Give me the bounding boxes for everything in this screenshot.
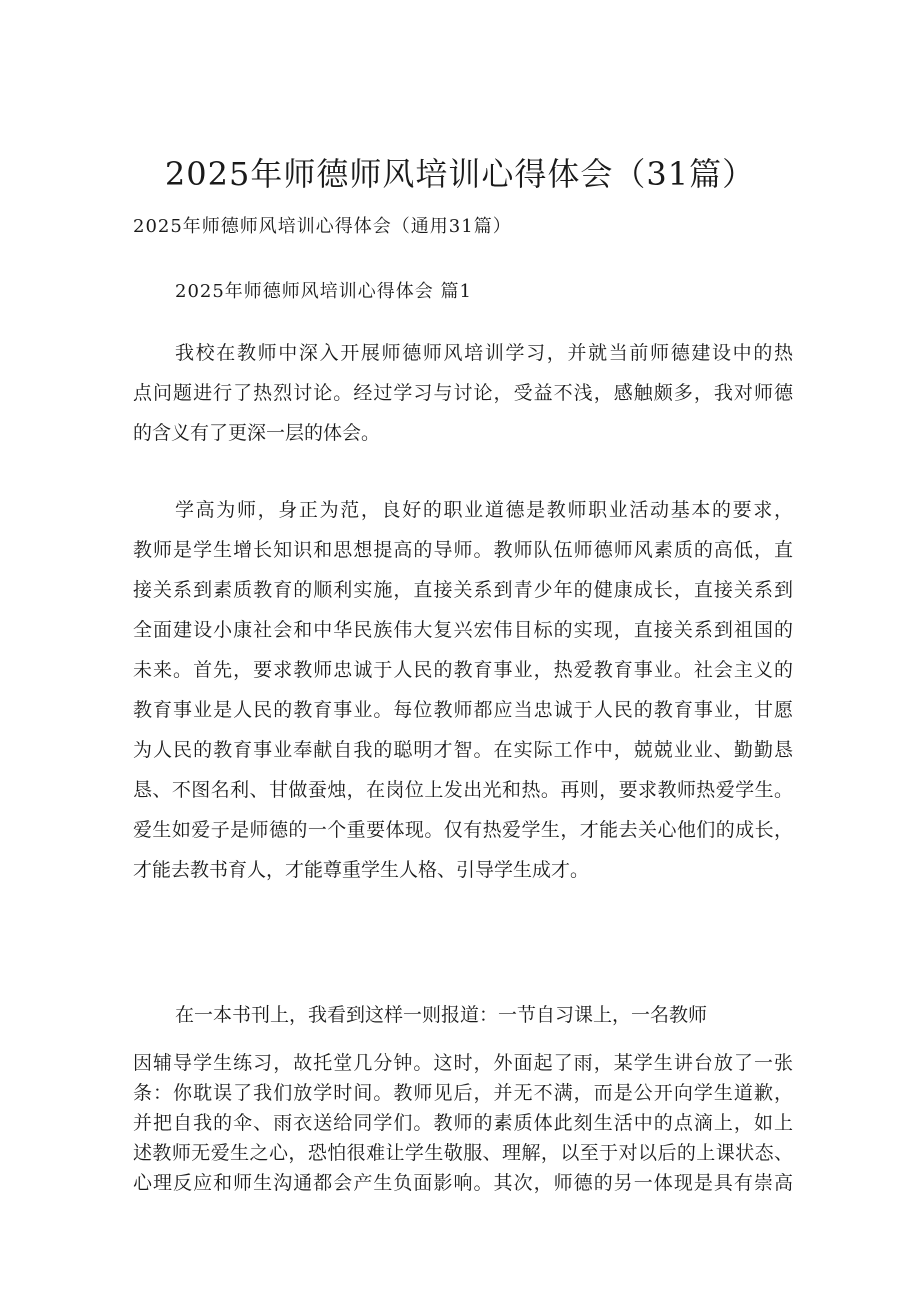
paragraph-line: 恳、不图名利、甘做蚕烛，在岗位上发出光和热。再则，要求教师热爱学生。: [133, 779, 793, 801]
paragraph-line: 点问题进行了热烈讨论。经过学习与讨论，受益不浅，感触颇多，我对师德: [133, 382, 793, 404]
paragraph-2: [133, 490, 793, 890]
document-title: 2025年师德师风培训心得体会（31篇）: [164, 155, 756, 193]
paragraph-4: [133, 1048, 793, 1198]
paragraph-line: 才能去教书育人，才能尊重学生人格、引导学生成才。: [133, 859, 590, 881]
paragraph-line: 因辅导学生练习，故托堂几分钟。这时，外面起了雨，某学生讲台放了一张: [133, 1052, 793, 1074]
paragraph-line: 在一本书刊上，我看到这样一则报道：一节自习课上，一名教师: [175, 1004, 708, 1026]
paragraph-line: 教师是学生增长知识和思想提高的导师。教师队伍师德师风素质的高低，直: [133, 539, 793, 561]
paragraph-line: 心理反应和师生沟通都会产生负面影响。其次，师德的另一体现是具有崇高: [133, 1172, 793, 1194]
section-heading: 2025年师德师风培训心得体会 篇1: [175, 281, 472, 302]
paragraph-line: 学高为师，身正为范，良好的职业道德是教师职业活动基本的要求，: [175, 499, 793, 521]
document-subtitle: 2025年师德师风培训心得体会（通用31篇）: [133, 216, 512, 237]
paragraph-line: 我校在教师中深入开展师德师风培训学习，并就当前师德建设中的热: [175, 342, 793, 364]
paragraph-line: 爱生如爱子是师德的一个重要体现。仅有热爱学生，才能去关心他们的成长，: [133, 819, 793, 841]
paragraph-line: 条：你耽误了我们放学时间。教师见后，并无不满，而是公开向学生道歉，: [133, 1082, 793, 1104]
paragraph-1: [133, 333, 793, 453]
paragraph-line: 接关系到素质教育的顺利实施，直接关系到青少年的健康成长，直接关系到: [133, 579, 793, 601]
paragraph-line: 的含义有了更深一层的体会。: [133, 422, 381, 444]
paragraph-line: 全面建设小康社会和中华民族伟大复兴宏伟目标的实现，直接关系到祖国的: [133, 619, 793, 641]
paragraph-line: 述教师无爱生之心，恐怕很难让学生敬服、理解，以至于对以后的上课状态、: [133, 1142, 793, 1164]
paragraph-line: 为人民的教育事业奉献自我的聪明才智。在实际工作中，兢兢业业、勤勤恳: [133, 739, 793, 761]
paragraph-line: 教育事业是人民的教育事业。每位教师都应当忠诚于人民的教育事业，甘愿: [133, 699, 793, 721]
paragraph-line: 并把自我的伞、雨衣送给同学们。教师的素质体此刻生活中的点滴上，如上: [133, 1112, 793, 1134]
paragraph-3: [133, 995, 793, 1035]
paragraph-line: 未来。首先，要求教师忠诚于人民的教育事业，热爱教育事业。社会主义的: [133, 659, 793, 681]
